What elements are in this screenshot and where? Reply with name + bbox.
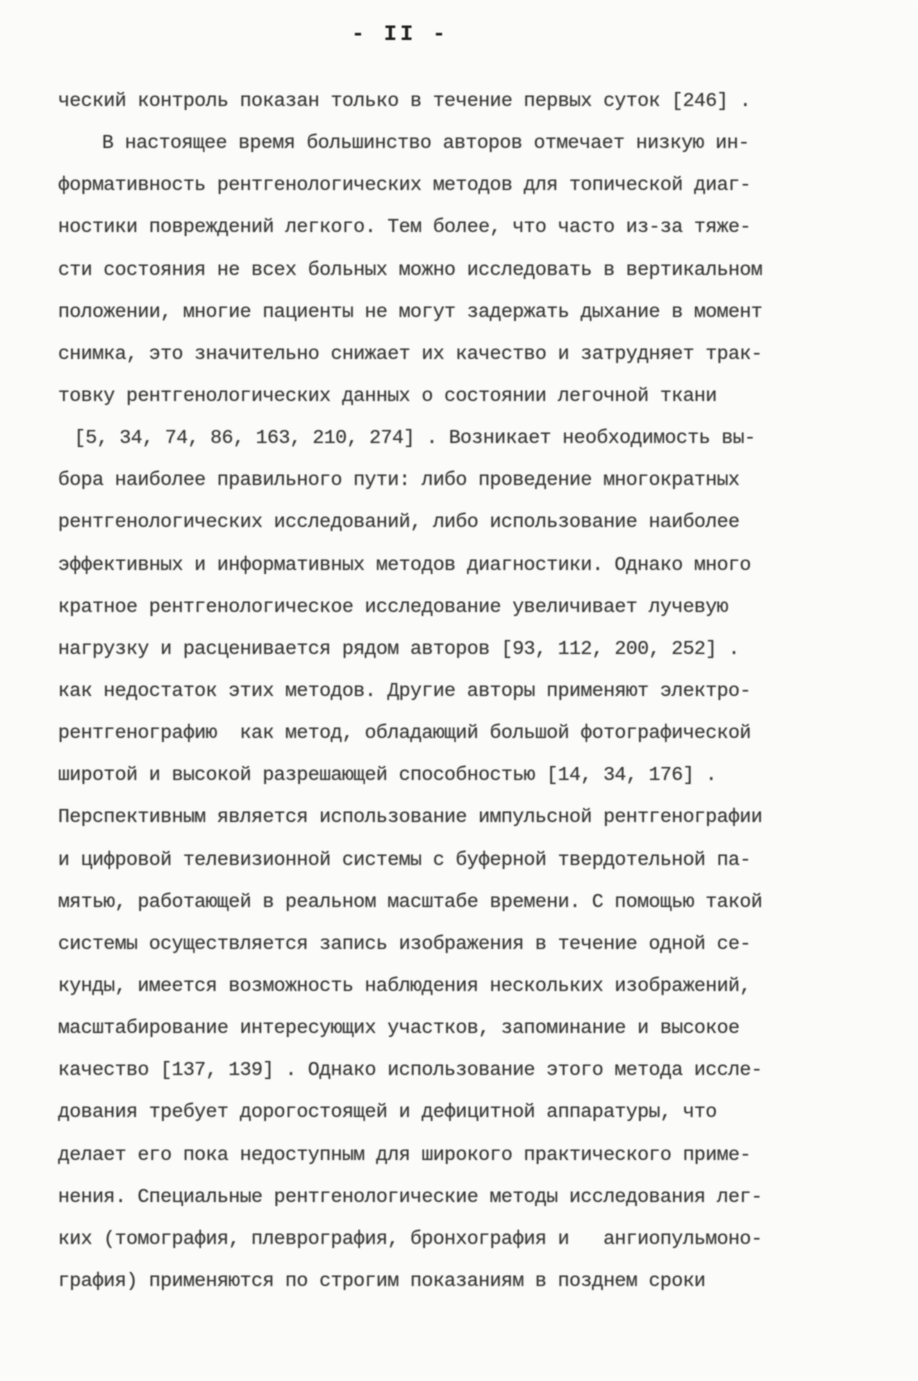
text-line: ческий контроль показан только в течение первых суток [246] . (58, 90, 751, 112)
text-line: товку рентгенологических данных о состоянии легочной ткани (58, 384, 717, 407)
text-line: мятью, работающей в реальном масштабе времени. С помощью такой (58, 890, 763, 913)
text-line: Перспективным является использование импульсной рентгенографии (58, 806, 763, 829)
text-line: положении, многие пациенты не могут задержать дыхание в момент (58, 300, 763, 323)
text-line: системы осуществляется запись изображения в течение одной се- (58, 932, 751, 955)
text-line: [5, 34, 74, 86, 163, 210, 274] . Возникает необходимость вы- (74, 427, 756, 450)
text-line: дования требует дорогостоящей и дефицитной аппаратуры, что (58, 1101, 717, 1124)
text-line: эффективных и информативных методов диагностики. Однако много (58, 553, 751, 576)
text-line: нагрузку и расценивается рядом авторов [93, 112, 200, 252] . (58, 637, 740, 660)
text-line: ких (томография, плеврография, бронхография и ангиопульмоно- (58, 1227, 763, 1250)
text-line: кунды, имеется возможность наблюдения нескольких изображений, (58, 974, 751, 997)
text-line: рентгенографию как метод, обладающий большой фотографической (58, 722, 751, 745)
text-line: ностики повреждений легкого. Тем более, что часто из-за тяже- (58, 216, 751, 239)
page-number: - II - (351, 22, 449, 47)
text-line: как недостаток этих методов. Другие авторы применяют электро- (58, 679, 751, 702)
text-line: качество [137, 139] . Однако использование этого метода иссле- (58, 1059, 763, 1082)
text-line: широтой и высокой разрешающей способностью [14, 34, 176] . (58, 764, 717, 787)
text-line: делает его пока недоступным для широкого практического приме- (58, 1143, 751, 1166)
text-line: нения. Специальные рентгенологические методы исследования лег- (58, 1185, 763, 1208)
text-line: снимка, это значительно снижает их качество и затрудняет трак- (58, 342, 763, 365)
text-line: кратное рентгенологическое исследование увеличивает лучевую (58, 595, 729, 618)
text-line: графия) применяются по строгим показаниям в позднем сроки (58, 1269, 706, 1292)
text-line: и цифровой телевизионной системы с буферной твердотельной па- (58, 848, 751, 871)
text-line: масштабирование интересующих участков, запоминание и высокое (58, 1017, 740, 1040)
body-text (58, 80, 858, 1302)
text-line: формативность рентгенологических методов для топической диаг- (58, 174, 751, 197)
text-line: сти состояния не всех больных можно исследовать в вертикальном (58, 258, 763, 281)
text-line: В настоящее время большинство авторов отмечает низкую ин- (102, 132, 750, 155)
text-line: бора наиболее правильного пути: либо проведение многократных (58, 469, 740, 492)
text-line: рентгенологических исследований, либо использование наиболее (58, 511, 740, 534)
